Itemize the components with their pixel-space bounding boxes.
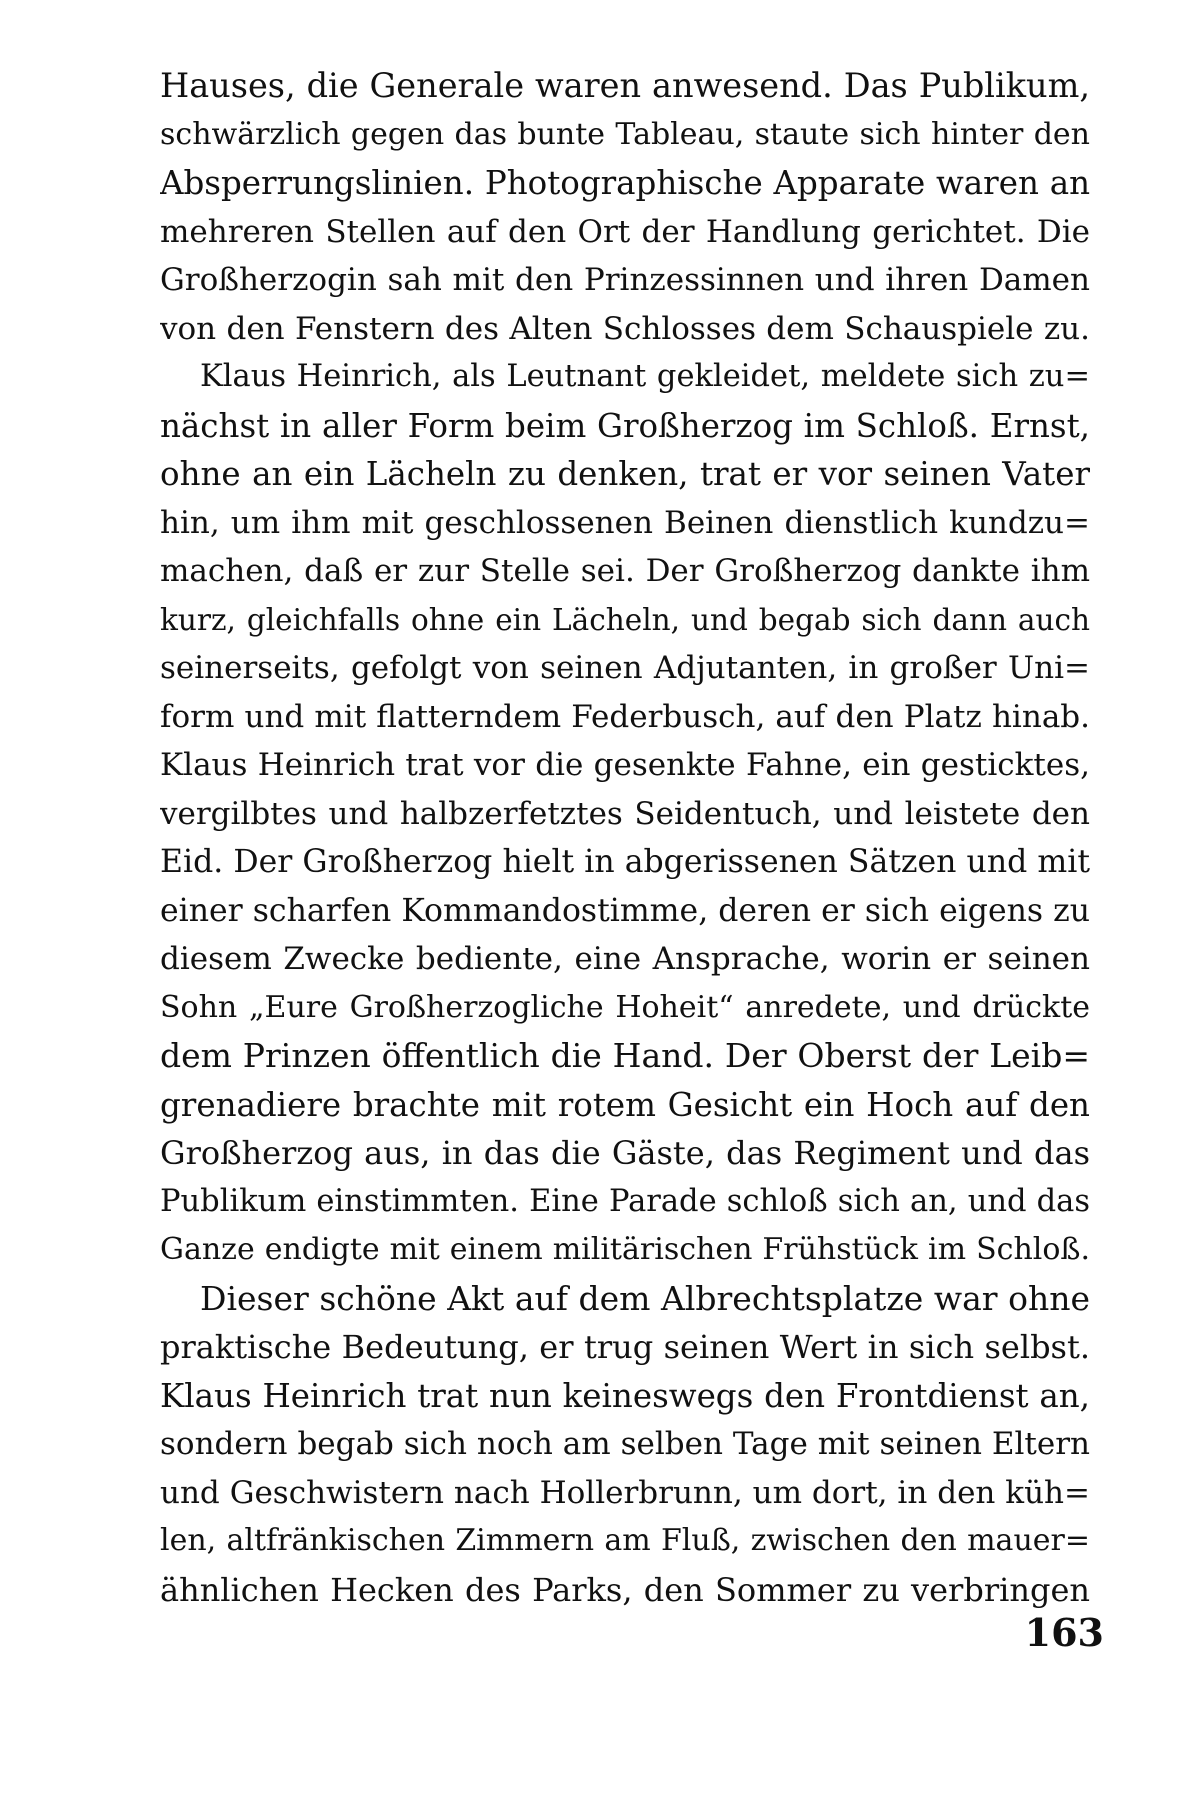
text-line: Publikum einstimmten. Eine Parade schloß sich an, und das bbox=[160, 1183, 1090, 1219]
text-line: Hauses, die Generale waren anwesend. Das Publikum, bbox=[160, 66, 1090, 105]
text-line: ohne an ein Lächeln zu denken, trat er vor seinen Vater bbox=[160, 455, 1090, 493]
text-line: Klaus Heinrich trat nun keineswegs den Frontdienst an, bbox=[160, 1376, 1090, 1415]
text-line: dem Prinzen öffentlich die Hand. Der Oberst der Leib= bbox=[160, 1036, 1090, 1075]
text-line: praktische Bedeutung, er trug seinen Wert in sich selbst. bbox=[160, 1328, 1090, 1366]
text-line: machen, daß er zur Stelle sei. Der Großherzog dankte ihm bbox=[160, 553, 1090, 589]
text-line: und Geschwistern nach Hollerbrunn, um dort, in den küh= bbox=[160, 1474, 1090, 1511]
text-line: hin, um ihm mit geschlossenen Beinen dienstlich kundzu= bbox=[160, 504, 1090, 541]
text-line: einer scharfen Kommandostimme, deren er sich eigens zu bbox=[160, 892, 1090, 929]
text-line: nächst in aller Form beim Großherzog im Schloß. Ernst, bbox=[160, 406, 1090, 445]
text-line: Klaus Heinrich, als Leutnant gekleidet, meldete sich zu= bbox=[200, 359, 1090, 394]
text-line: Klaus Heinrich trat vor die gesenkte Fahne, ein gesticktes, bbox=[160, 747, 1090, 783]
text-line: Großherzogin sah mit den Prinzessinnen und ihren Damen bbox=[160, 262, 1090, 298]
text-line: kurz, gleichfalls ohne ein Lächeln, und begab sich dann auch bbox=[160, 602, 1090, 637]
text-line: Eid. Der Großherzog hielt in abgerissenen Sätzen und mit bbox=[160, 844, 1090, 880]
text-line: Sohn „Eure Großherzogliche Hoheit“ anredete, und drückte bbox=[160, 989, 1090, 1025]
text-line: diesem Zwecke bediente, eine Ansprache, worin er seinen bbox=[160, 941, 1090, 977]
text-line: seinerseits, gefolgt von seinen Adjutanten, in großer Uni= bbox=[160, 650, 1090, 686]
body-text bbox=[160, 62, 1090, 1614]
text-line: len, altfränkischen Zimmern am Fluß, zwischen den mauer= bbox=[160, 1523, 1090, 1558]
text-line: Ganze endigte mit einem militärischen Frühstück im Schloß. bbox=[160, 1232, 1090, 1267]
text-line: schwärzlich gegen das bunte Tableau, staute sich hinter den bbox=[160, 116, 1090, 152]
text-line: ähnlichen Hecken des Parks, den Sommer zu verbringen bbox=[160, 1570, 1090, 1609]
text-line: mehreren Stellen auf den Ort der Handlung gerichtet. Die bbox=[160, 213, 1090, 250]
text-line: Großherzog aus, in das die Gäste, das Regiment und das bbox=[160, 1134, 1090, 1172]
text-line: vergilbtes und halbzerfetztes Seidentuch, und leistete den bbox=[160, 795, 1090, 832]
text-line: Dieser schöne Akt auf dem Albrechtsplatze war ohne bbox=[200, 1278, 1090, 1318]
page-number: 163 bbox=[1024, 1610, 1104, 1655]
text-line: sondern begab sich noch am selben Tage mit seinen Eltern bbox=[160, 1426, 1090, 1462]
text-line: form und mit flatterndem Federbusch, auf den Platz hinab. bbox=[160, 698, 1090, 735]
text-line: grenadiere brachte mit rotem Gesicht ein Hoch auf den bbox=[160, 1085, 1090, 1124]
text-line: Absperrungslinien. Photographische Apparate waren an bbox=[160, 164, 1090, 202]
text-line: von den Fenstern des Alten Schlosses dem Schauspiele zu. bbox=[160, 310, 1090, 347]
